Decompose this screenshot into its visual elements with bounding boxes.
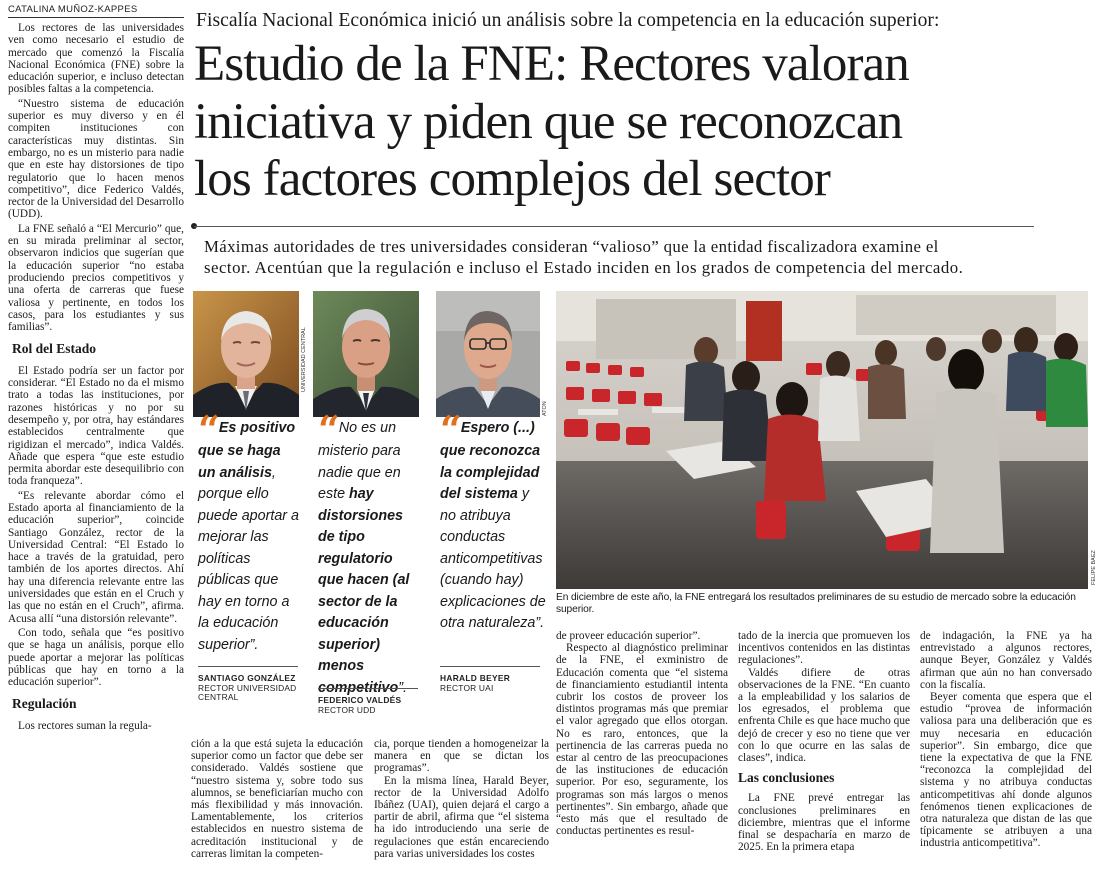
portrait-santiago-gonzalez bbox=[193, 291, 299, 417]
paragraph: Los rectores de las universidades ven como necesario el estudio de mercado que comenzó la Fiscalía Nacional Económica (FNE) sobre la educación superior, e incluso detectan posibles faltas a la competencia. bbox=[8, 22, 184, 96]
paragraph: Valdés difiere de otras observaciones de la FNE. “En cuanto a la empleabilidad y los salarios de los egresados, el problema que enfrenta Chile es que hace mucho que dejó de crecer y eso no tiene que ver con lo que ocurre en las salas de clases”, indica. bbox=[738, 666, 910, 765]
paragraph: cia, porque tienden a homogeneizar la manera en que se dictan los programas”. bbox=[374, 738, 549, 775]
paragraph: Los rectores suman la regula- bbox=[18, 719, 152, 732]
article-column bbox=[920, 630, 1092, 886]
quote-mark-icon: “ bbox=[198, 407, 216, 452]
paragraph: de proveer educación superior”. bbox=[556, 630, 701, 642]
paragraph: “Es relevante abordar cómo el Estado aporta al financiamiento de la educación superior”, coincide Santiago González, rector de la Universidad Central: “El Estado lo hace a través de la gratuidad, pero también de los aportes directos. Ahí hay una diferencia relevante entre las universidades que están en el Cruch y las que no están en el Cruch”, afirma. Acusa allí “una distorsión relevante”. bbox=[8, 489, 184, 625]
headline-line: los factores complejos del sector bbox=[194, 151, 830, 207]
quote-role: RECTOR UNIVERSIDAD bbox=[198, 682, 297, 693]
quote-author: HARALD BEYER bbox=[440, 673, 511, 683]
quote-text: y no atribuya conductas anticompetitivas (cuando hay) explicaciones de otra naturaleza”. bbox=[440, 486, 546, 631]
article-column bbox=[374, 738, 549, 886]
paragraph: Con todo, señala que “es positivo que se haga un análisis, porque ello puede aportar a mejorar las políticas públicas que hay en torno a la educación superior”. bbox=[8, 626, 184, 689]
quote-role: RECTOR UDD bbox=[318, 704, 376, 715]
quote-bold: hay distorsiones de tipo regulatorio que hacen (al sector de la educación superior) menos competitivo bbox=[318, 486, 410, 696]
article-column bbox=[556, 630, 728, 886]
quote-signature bbox=[440, 666, 540, 693]
quote-signature bbox=[198, 666, 298, 703]
paragraph: Beyer comenta que espera que el estudio “provea de información valiosa para una deliberación que es muy necesaria en educación superior”. Sin embargo, dice que tiene la expectativa de que la FNE “reconozca la complejidad del sistema y no atribuya conductas anticompetitivas ahí donde algunos fenómenos tienen explicaciones de otra naturaleza que distan de las que típicamente se atribuyen a una industria anticompetitiva”. bbox=[920, 691, 1092, 850]
paragraph: En la misma línea, Harald Beyer, rector de la Universidad Adolfo Ibáñez (UAI), quien dejará el cargo a partir de abril, afirma que “el sistema ha ido introduciendo una serie de regulaciones que están encareciendo para varias universidades los costes bbox=[374, 774, 549, 860]
paragraph: “Nuestro sistema de educación superior es muy diverso y en él compiten instituciones con características muy distintas. Sin embargo, no es un misterio para nadie que en este hay distorsiones de tipo regulatorio que lo hacen menos competitivo”, dice Federico Valdés, rector de la Universidad del Desarrollo (UDD). bbox=[8, 97, 184, 221]
portrait-federico-valdes bbox=[313, 291, 419, 417]
byline: CATALINA MUÑOZ-KAPPES bbox=[8, 4, 184, 18]
paragraph: de indagación, la FNE ya ha entrevistado a algunos rectores, aunque Beyer, González y Valdés afirman que aún no han conversado con la fiscalía. bbox=[920, 630, 1092, 691]
paragraph: ción a la que está sujeta la educación superior como un factor que debe ser considerado. Valdés sostiene que “nuestro sistema y, sobre todo sus alumnos, se beneficiarían mucho con más flexibilidad y más innovación. Lamentablemente, los criterios establecidos en nuestro sistema de acreditación institucional y de carreras limitan la competen- bbox=[191, 738, 363, 860]
quote-text: No es un misterio para nadie que en este bbox=[318, 420, 401, 502]
quote-mark-icon: “ bbox=[318, 407, 336, 452]
kicker: Fiscalía Nacional Económica inició un análisis sobre la competencia en la educación superior: bbox=[196, 10, 940, 31]
article-column bbox=[191, 738, 363, 886]
paragraph: El Estado podría ser un factor por considerar. “El Estado no da el mismo trato a todas las instituciones, por razones históricas y no por su desempeño y, por otra, hay estándares establecidos centralmente que rigidizan el mercado”, indica Valdés. Añade que espera “que este estudio permita abordar este desequilibrio con toda franqueza”. bbox=[8, 364, 184, 488]
subheading-las-conclusiones: Las conclusiones bbox=[738, 770, 835, 786]
left-column bbox=[8, 22, 184, 884]
quote-author: FEDERICO VALDÉS bbox=[318, 695, 402, 705]
paragraph: La FNE señaló a “El Mercurio” que, en su mirada preliminar al sector, observaron indicios que sugerían que la educación superior “no estaba produciendo precios competitivos y una oferta de carreras que fuese valiosa y pertinente, en todos los casos, para los estudiantes y sus familias”. bbox=[8, 222, 184, 334]
paragraph: La FNE prevé entregar las conclusiones preliminares en diciembre, mientras que el informe final se despacharía en marzo de 2025. En la primera etapa bbox=[738, 792, 910, 854]
pull-quote-gonzalez bbox=[198, 407, 302, 656]
photo-caption: En diciembre de este año, la FNE entregará los resultados preliminares de su estudio de mercado sobre la educación superior. bbox=[556, 592, 1076, 615]
quote-role: CENTRAL bbox=[198, 692, 239, 702]
headline-rule bbox=[194, 226, 1034, 227]
headline-line: Estudio de la FNE: Rectores valoran bbox=[194, 36, 909, 92]
quote-text: , porque ello puede aportar a mejorar las políticas públicas que hay en torno a la educación superior”. bbox=[198, 464, 299, 653]
portrait-harald-beyer bbox=[436, 291, 540, 417]
paragraph: tado de la inercia que promueven los incentivos contenidos en las distintas regulaciones”. bbox=[738, 630, 910, 667]
quote-author: SANTIAGO GONZÁLEZ bbox=[198, 673, 296, 683]
photo-credit: ATON bbox=[542, 401, 548, 416]
subheading-regulacion: Regulación bbox=[12, 696, 77, 712]
quote-mark-icon: “ bbox=[440, 407, 458, 452]
pull-quote-valdes bbox=[318, 407, 422, 699]
classroom-photo bbox=[556, 291, 1088, 589]
headline-line: iniciativa y piden que se reconozcan bbox=[194, 93, 903, 150]
quote-signature bbox=[318, 688, 418, 715]
quote-bold: Espero (...) que reconozca la complejidad del sistema bbox=[440, 420, 541, 502]
article-column bbox=[738, 630, 910, 886]
photo-credit: UNIVERSIDAD CENTRAL bbox=[301, 327, 307, 392]
lead-line: sector. Acentúan que la regulación e incluso el Estado inciden en los grados de competencia del mercado. bbox=[204, 258, 964, 277]
paragraph: Respecto al diagnóstico preliminar de la FNE, el exministro de Educación comenta que “el sistema de financiamiento estudiantil intenta cubrir los costos de proveer los distintos programas más que premiar el valor agregado que ellos otorgan. No es raro, entonces, que la pertinencia de las carreras pueda no estar al centro de las preocupaciones de las instituciones de educación superior. Por eso, seguramente, los programas son más largos o menos pertinentes”. Sin embargo, añade que “esto más que el resultado de conductas pertinentes es resul- bbox=[556, 642, 728, 838]
subheading-rol-del-estado: Rol del Estado bbox=[12, 341, 97, 357]
lead-paragraph bbox=[204, 236, 1064, 278]
quote-bold: Es positivo que se haga un análisis bbox=[198, 420, 296, 481]
lead-line: Máximas autoridades de tres universidades consideran “valioso” que la entidad fiscalizadora examine el bbox=[204, 237, 939, 256]
headline bbox=[194, 36, 1094, 209]
photo-credit: FELIPE BAEZ bbox=[1091, 550, 1097, 585]
quote-role: RECTOR UAI bbox=[440, 682, 494, 693]
quote-text: ”. bbox=[398, 679, 407, 696]
